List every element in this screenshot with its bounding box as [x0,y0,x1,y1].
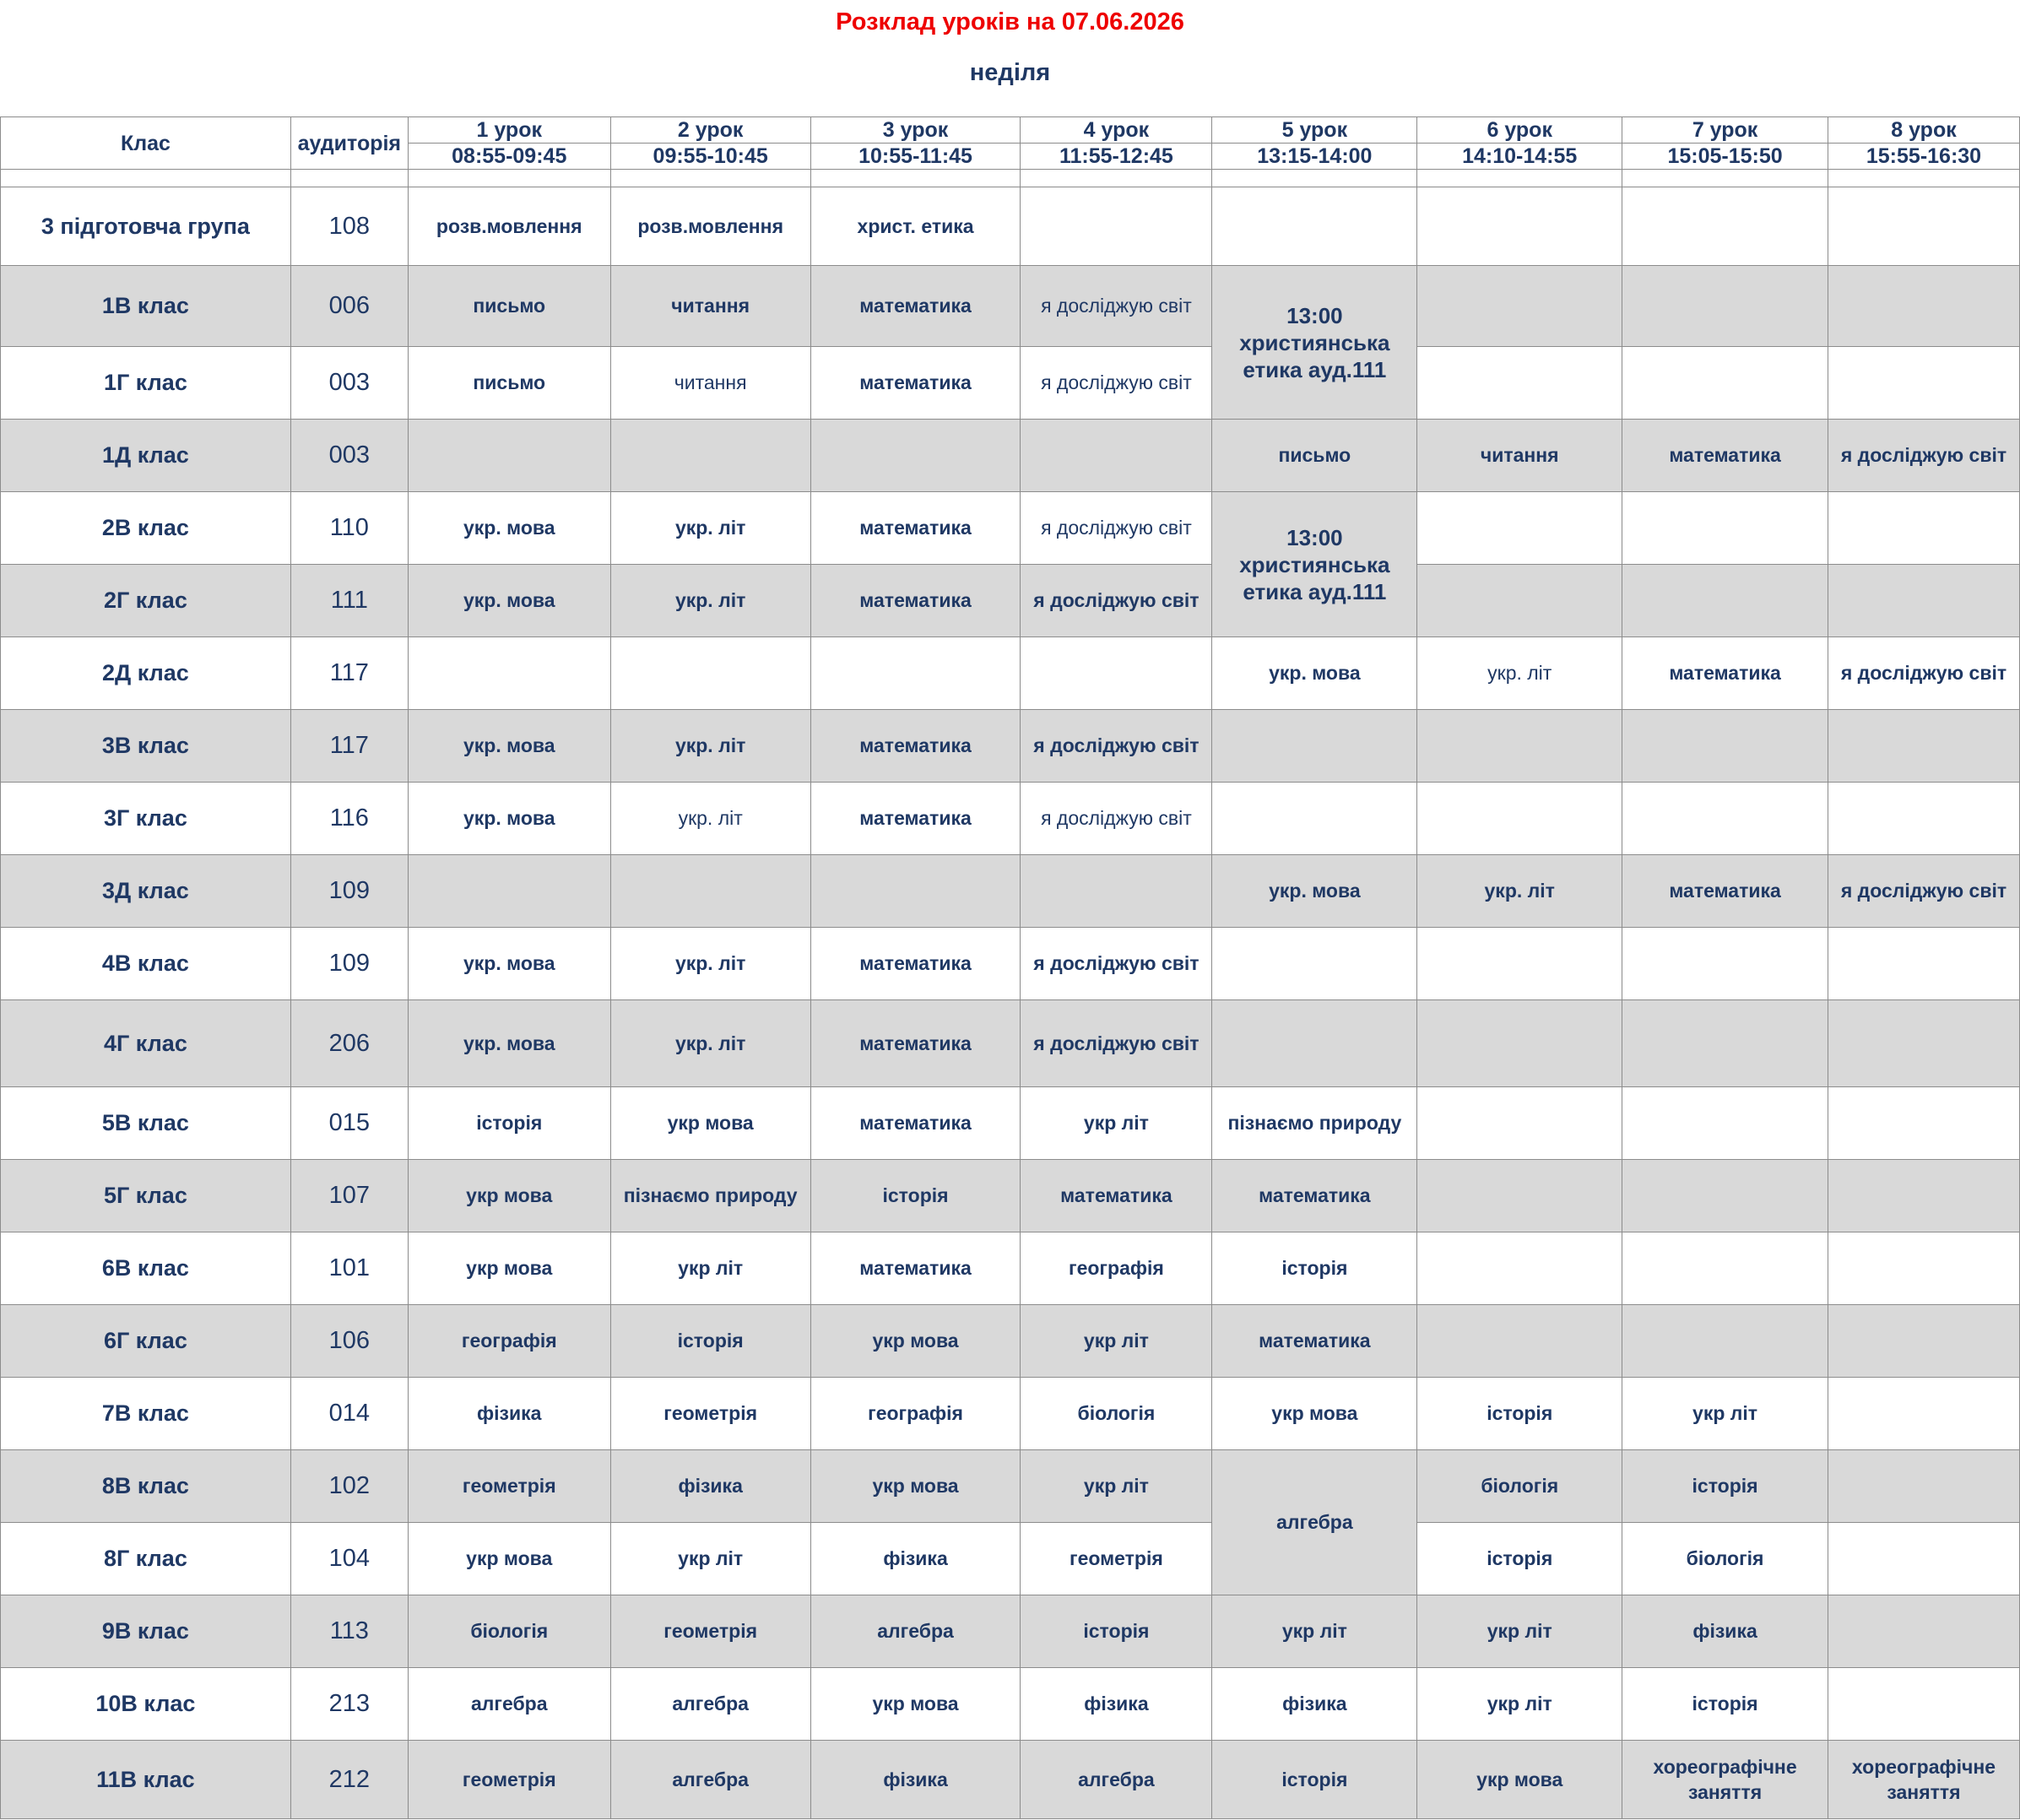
lesson-cell [1622,1305,1828,1378]
header-lesson-5: 5 урок [1212,117,1417,144]
lesson-cell [1212,1000,1417,1087]
lesson-cell: геометрія [408,1741,610,1819]
lesson-cell: математика [810,1000,1021,1087]
lesson-cell: укр. мова [1212,637,1417,710]
header-spacer-row [1,170,2020,187]
lesson-cell: укр. мова [408,710,610,783]
class-name-cell: 4Г клас [1,1000,291,1087]
lesson-cell: я досліджую світ [1021,565,1212,637]
room-cell: 116 [290,783,408,855]
lesson-cell: математика [1622,420,1828,492]
lesson-cell [810,637,1021,710]
lesson-cell [1417,1087,1622,1160]
lesson-cell: укр мова [408,1523,610,1595]
merged-ethics-cell-2: 13:00 християнська етика ауд.111 [1212,492,1417,637]
room-cell: 104 [290,1523,408,1595]
lesson-cell: фізика [1212,1668,1417,1741]
lesson-cell: укр. літ [610,1000,810,1087]
room-cell: 109 [290,928,408,1000]
lesson-cell: математика [810,492,1021,565]
lesson-cell: географія [1021,1232,1212,1305]
lesson-cell [1212,187,1417,266]
lesson-cell [610,420,810,492]
class-name-cell: 8Г клас [1,1523,291,1595]
header-time-8: 15:55-16:30 [1828,144,2019,170]
class-name-cell: 10В клас [1,1668,291,1741]
lesson-cell [1021,420,1212,492]
header-time-6: 14:10-14:55 [1417,144,1622,170]
lesson-cell: читання [610,266,810,347]
lesson-cell: історія [408,1087,610,1160]
lesson-cell [1417,1000,1622,1087]
lesson-cell [1212,783,1417,855]
lesson-cell [1417,565,1622,637]
lesson-cell [610,855,810,928]
lesson-cell: письмо [1212,420,1417,492]
lesson-cell: укр мова [408,1160,610,1232]
lesson-cell [1417,1160,1622,1232]
lesson-cell: географія [408,1305,610,1378]
lesson-cell: історія [810,1160,1021,1232]
lesson-cell: христ. етика [810,187,1021,266]
lesson-cell: фізика [810,1741,1021,1819]
room-cell: 101 [290,1232,408,1305]
lesson-cell: укр літ [610,1523,810,1595]
lesson-cell: укр. літ [610,565,810,637]
lesson-cell: математика [810,783,1021,855]
lesson-cell: математика [810,347,1021,420]
lesson-cell: історія [1622,1450,1828,1523]
lesson-cell [1622,347,1828,420]
lesson-cell: історія [1212,1232,1417,1305]
table-row [1,1000,2020,1087]
lesson-cell: математика [1622,637,1828,710]
lesson-cell [1212,710,1417,783]
lesson-cell [1622,928,1828,1000]
lesson-cell [1622,492,1828,565]
lesson-cell: укр мова [810,1305,1021,1378]
lesson-cell [408,855,610,928]
table-row [1,347,2020,420]
class-name-cell: 2Д клас [1,637,291,710]
lesson-cell [1828,1595,2019,1668]
page-title: Розклад уроків на 07.06.2026 [836,8,1184,35]
lesson-cell: географія [810,1378,1021,1450]
lesson-cell: укр мова [610,1087,810,1160]
lesson-cell: укр літ [610,1232,810,1305]
room-cell: 110 [290,492,408,565]
lesson-cell [1828,1450,2019,1523]
lesson-cell [1828,266,2019,347]
lesson-cell [1622,266,1828,347]
header-lesson-8: 8 урок [1828,117,2019,144]
lesson-cell: історія [1212,1741,1417,1819]
class-name-cell: 3Г клас [1,783,291,855]
class-name-cell: 1Г клас [1,347,291,420]
lesson-cell [1828,187,2019,266]
lesson-cell: я досліджую світ [1021,1000,1212,1087]
room-cell: 006 [290,266,408,347]
table-row [1,637,2020,710]
class-name-cell: 1Д клас [1,420,291,492]
schedule-body [1,187,2020,1819]
lesson-cell: алгебра [1021,1741,1212,1819]
room-cell: 003 [290,420,408,492]
table-row [1,1378,2020,1450]
lesson-cell [1622,1160,1828,1232]
lesson-cell [1622,710,1828,783]
room-cell: 212 [290,1741,408,1819]
room-cell: 015 [290,1087,408,1160]
lesson-cell [1417,347,1622,420]
lesson-cell: математика [810,1087,1021,1160]
lesson-cell [1212,928,1417,1000]
lesson-cell [1417,187,1622,266]
table-row [1,1523,2020,1595]
table-row [1,420,2020,492]
lesson-cell: укр. літ [610,783,810,855]
room-cell: 111 [290,565,408,637]
lesson-cell: укр. мова [408,492,610,565]
lesson-cell: укр літ [1417,1668,1622,1741]
table-row [1,1668,2020,1741]
lesson-cell [1828,710,2019,783]
lesson-cell: я досліджую світ [1828,637,2019,710]
lesson-cell [408,420,610,492]
room-cell: 106 [290,1305,408,1378]
lesson-cell [1417,710,1622,783]
header-lesson-3: 3 урок [810,117,1021,144]
lesson-cell [1622,1087,1828,1160]
lesson-cell: алгебра [610,1668,810,1741]
day-label: неділя [969,59,1051,86]
lesson-cell [1622,187,1828,266]
lesson-cell: укр. мова [1212,855,1417,928]
lesson-cell [1828,928,2019,1000]
table-row [1,1450,2020,1523]
lesson-cell: історія [1417,1523,1622,1595]
lesson-cell: математика [1212,1160,1417,1232]
lesson-cell: укр мова [810,1450,1021,1523]
class-name-cell: 11В клас [1,1741,291,1819]
lesson-cell: я досліджую світ [1828,855,2019,928]
lesson-cell: укр. мова [408,1000,610,1087]
lesson-cell: історія [610,1305,810,1378]
class-name-cell: 6Г клас [1,1305,291,1378]
lesson-cell: алгебра [610,1741,810,1819]
table-row [1,1305,2020,1378]
lesson-cell [610,637,810,710]
schedule-table [0,116,2020,1819]
class-name-cell: 4В клас [1,928,291,1000]
room-cell: 108 [290,187,408,266]
lesson-cell: хореографічне заняття [1828,1741,2019,1819]
class-name-cell: 5В клас [1,1087,291,1160]
header-room: аудиторія [290,117,408,170]
lesson-cell: математика [810,1232,1021,1305]
class-name-cell: 8В клас [1,1450,291,1523]
lesson-cell [810,855,1021,928]
lesson-cell: укр мова [1417,1741,1622,1819]
lesson-cell: геометрія [408,1450,610,1523]
table-row [1,1232,2020,1305]
lesson-cell: алгебра [408,1668,610,1741]
lesson-cell: я досліджую світ [1021,492,1212,565]
table-row [1,1087,2020,1160]
lesson-cell: я досліджую світ [1828,420,2019,492]
table-row [1,710,2020,783]
header-time-2: 09:55-10:45 [610,144,810,170]
class-name-cell: 9В клас [1,1595,291,1668]
lesson-cell: укр мова [810,1668,1021,1741]
header-lesson-4: 4 урок [1021,117,1212,144]
lesson-cell [1828,1232,2019,1305]
table-row [1,492,2020,565]
lesson-cell [1417,492,1622,565]
lesson-cell: історія [1021,1595,1212,1668]
lesson-cell: алгебра [810,1595,1021,1668]
lesson-cell: фізика [1021,1668,1212,1741]
lesson-cell [1021,855,1212,928]
lesson-cell [1417,266,1622,347]
table-row [1,1741,2020,1819]
lesson-cell: я досліджую світ [1021,347,1212,420]
lesson-cell: укр мова [1212,1378,1417,1450]
lesson-cell: математика [1021,1160,1212,1232]
lesson-cell [1828,1668,2019,1741]
lesson-cell: я досліджую світ [1021,710,1212,783]
header-class: Клас [1,117,291,170]
lesson-cell [1828,565,2019,637]
lesson-cell: хореографічне заняття [1622,1741,1828,1819]
table-row [1,928,2020,1000]
lesson-cell: укр літ [1417,1595,1622,1668]
lesson-cell: математика [810,928,1021,1000]
header-time-3: 10:55-11:45 [810,144,1021,170]
lesson-cell: укр мова [408,1232,610,1305]
lesson-cell: біологія [1417,1450,1622,1523]
room-cell: 003 [290,347,408,420]
header-time-4: 11:55-12:45 [1021,144,1212,170]
lesson-cell: історія [1622,1668,1828,1741]
lesson-cell: біологія [1021,1378,1212,1450]
lesson-cell: математика [810,565,1021,637]
class-name-cell: 3В клас [1,710,291,783]
room-cell: 107 [290,1160,408,1232]
lesson-cell [1622,783,1828,855]
lesson-cell: геометрія [610,1595,810,1668]
lesson-cell: фізика [1622,1595,1828,1668]
class-name-cell: 7В клас [1,1378,291,1450]
lesson-cell: укр. літ [1417,855,1622,928]
lesson-cell: укр літ [1021,1087,1212,1160]
lesson-cell: розв.мовлення [408,187,610,266]
class-name-cell: 3Д клас [1,855,291,928]
lesson-cell: письмо [408,266,610,347]
class-name-cell: 6В клас [1,1232,291,1305]
lesson-cell: читання [1417,420,1622,492]
room-cell: 113 [290,1595,408,1668]
table-row [1,187,2020,266]
lesson-cell [1417,1232,1622,1305]
lesson-cell: математика [810,710,1021,783]
room-cell: 102 [290,1450,408,1523]
lesson-cell [1021,187,1212,266]
table-row [1,855,2020,928]
room-cell: 014 [290,1378,408,1450]
lesson-cell [1622,565,1828,637]
lesson-cell: укр літ [1622,1378,1828,1450]
lesson-cell [1828,1160,2019,1232]
lesson-cell: математика [1212,1305,1417,1378]
lesson-cell: я досліджую світ [1021,783,1212,855]
lesson-cell: укр. мова [408,783,610,855]
class-name-cell: 2Г клас [1,565,291,637]
room-cell: 117 [290,637,408,710]
lesson-cell: математика [810,266,1021,347]
class-name-cell: 5Г клас [1,1160,291,1232]
lesson-cell: пізнаємо природу [1212,1087,1417,1160]
lesson-cell: історія [1417,1378,1622,1450]
lesson-cell: укр. літ [610,928,810,1000]
lesson-cell [1417,928,1622,1000]
lesson-cell: укр. літ [610,492,810,565]
lesson-cell: геометрія [610,1378,810,1450]
class-name-cell: 3 підготовча група [1,187,291,266]
lesson-cell [1417,1305,1622,1378]
lesson-cell: укр. літ [610,710,810,783]
lesson-cell: геометрія [1021,1523,1212,1595]
lesson-cell: біологія [1622,1523,1828,1595]
lesson-cell: біологія [408,1595,610,1668]
lesson-cell [1828,492,2019,565]
header-time-1: 08:55-09:45 [408,144,610,170]
lesson-cell: математика [1622,855,1828,928]
room-cell: 117 [290,710,408,783]
lesson-cell: укр. мова [408,928,610,1000]
lesson-cell: фізика [810,1523,1021,1595]
header-lesson-6: 6 урок [1417,117,1622,144]
merged-algebra-cell: алгебра [1212,1450,1417,1595]
room-cell: 109 [290,855,408,928]
table-row [1,565,2020,637]
header-time-7: 15:05-15:50 [1622,144,1828,170]
lesson-cell [1828,1523,2019,1595]
lesson-cell [1417,783,1622,855]
lesson-cell: пізнаємо природу [610,1160,810,1232]
lesson-cell: фізика [408,1378,610,1450]
class-name-cell: 1В клас [1,266,291,347]
header-lesson-7: 7 урок [1622,117,1828,144]
header-lesson-1: 1 урок [408,117,610,144]
lesson-cell [1828,1087,2019,1160]
table-row [1,1595,2020,1668]
lesson-cell [1828,1378,2019,1450]
lesson-cell: укр літ [1021,1450,1212,1523]
lesson-cell: укр літ [1021,1305,1212,1378]
lesson-cell [1622,1232,1828,1305]
table-row [1,783,2020,855]
lesson-cell: я досліджую світ [1021,928,1212,1000]
lesson-cell: письмо [408,347,610,420]
lesson-cell: укр літ [1212,1595,1417,1668]
lesson-cell [1021,637,1212,710]
header-lesson-2: 2 урок [610,117,810,144]
lesson-cell [408,637,610,710]
lesson-cell [1622,1000,1828,1087]
room-cell: 213 [290,1668,408,1741]
class-name-cell: 2В клас [1,492,291,565]
room-cell: 206 [290,1000,408,1087]
table-row [1,1160,2020,1232]
lesson-cell: читання [610,347,810,420]
lesson-cell [1828,1305,2019,1378]
lesson-cell [1828,347,2019,420]
lesson-cell [810,420,1021,492]
merged-ethics-cell-1: 13:00 християнська етика ауд.111 [1212,266,1417,420]
lesson-cell: укр. літ [1417,637,1622,710]
table-row [1,266,2020,347]
lesson-cell: я досліджую світ [1021,266,1212,347]
header-time-5: 13:15-14:00 [1212,144,1417,170]
lesson-cell [1828,1000,2019,1087]
lesson-cell: фізика [610,1450,810,1523]
lesson-cell [1828,783,2019,855]
lesson-cell: укр. мова [408,565,610,637]
lesson-cell: розв.мовлення [610,187,810,266]
